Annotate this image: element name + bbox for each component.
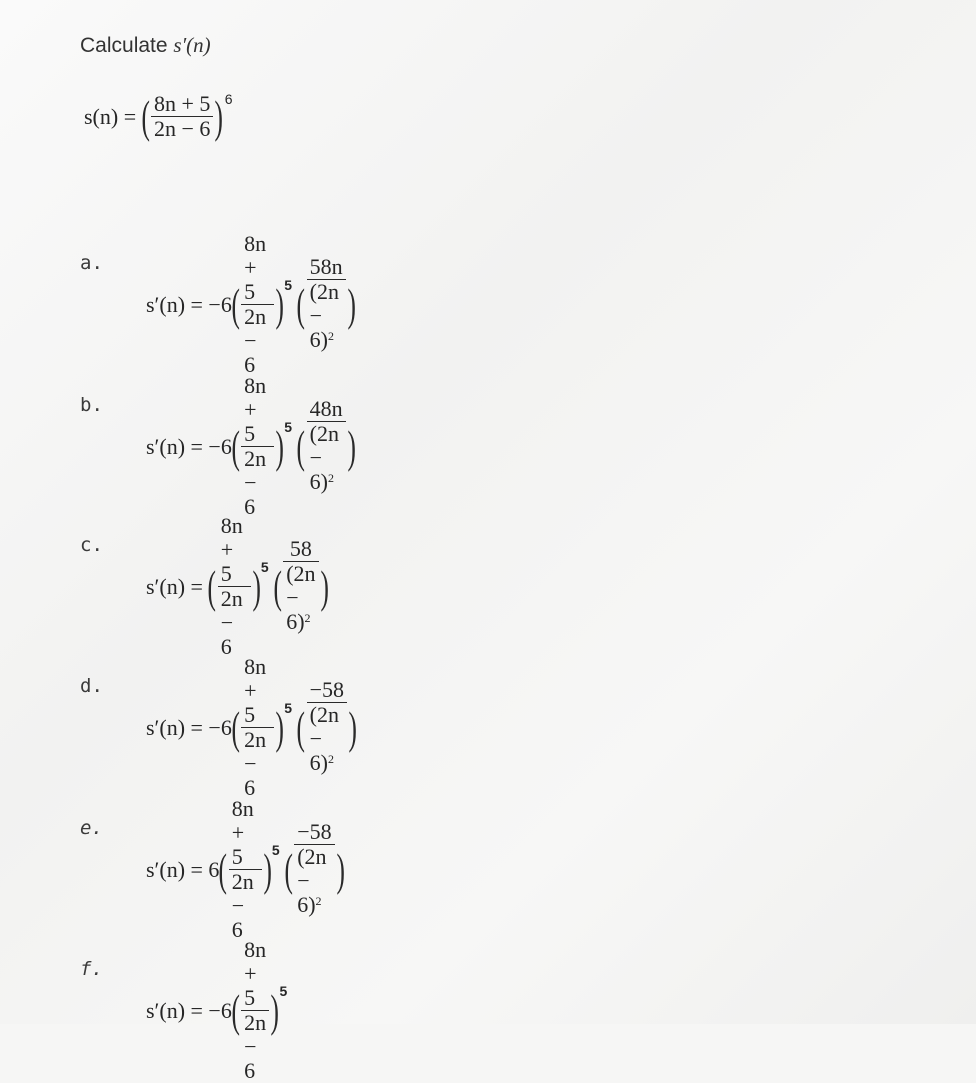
option-lhs: s′(n) = −6	[146, 291, 232, 317]
option-lhs: s′(n) = −6	[146, 433, 232, 459]
outer-fraction	[307, 397, 346, 497]
outer-denominator-base: (2n − 6)	[297, 843, 327, 917]
inner-fraction	[218, 514, 251, 659]
right-paren: )	[275, 278, 284, 330]
inner-numerator: 8n + 5	[244, 373, 267, 446]
right-paren: )	[348, 701, 357, 753]
outer-numerator: 48n	[309, 395, 343, 421]
inner-numerator: 8n + 5	[231, 796, 254, 869]
left-paren: (	[284, 843, 293, 895]
inner-denominator: 2n − 6	[241, 1010, 269, 1083]
right-paren: )	[347, 278, 356, 330]
outer-group	[285, 820, 344, 920]
left-paren: (	[207, 560, 217, 612]
denominator-power: 2	[327, 751, 334, 766]
option-label: d.	[80, 675, 103, 697]
outer-denominator	[307, 702, 347, 778]
option-lhs: s′(n) = −6	[146, 714, 232, 740]
left-paren: (	[231, 278, 240, 330]
right-paren: )	[214, 90, 224, 142]
outer-fraction	[307, 255, 346, 355]
question-prompt	[80, 33, 211, 58]
outer-denominator	[283, 561, 318, 637]
denominator-power: 2	[327, 470, 334, 485]
outer-denominator	[307, 279, 346, 355]
inner-exponent: 5	[271, 841, 280, 858]
denominator-power: 2	[304, 610, 311, 625]
inner-fraction	[229, 797, 262, 942]
right-paren: )	[270, 984, 280, 1036]
left-paren: (	[218, 843, 228, 895]
prompt-text: Calculate	[80, 34, 174, 57]
outer-denominator-base: (2n − 6)	[309, 701, 339, 775]
right-paren: )	[319, 560, 329, 612]
right-paren: )	[347, 420, 356, 472]
inner-fraction	[241, 655, 274, 800]
right-paren: )	[275, 420, 284, 472]
given-numerator: 8n + 5	[153, 91, 211, 116]
outer-group	[297, 255, 355, 355]
left-paren: (	[141, 90, 150, 142]
given-fraction	[151, 92, 213, 141]
given-denominator: 2n − 6	[151, 116, 213, 141]
outer-numerator: 58	[289, 535, 312, 561]
left-paren: (	[296, 420, 306, 472]
option-lhs: s′(n) =	[146, 573, 209, 599]
outer-denominator	[294, 844, 334, 920]
left-paren: (	[296, 278, 306, 330]
outer-denominator	[307, 421, 346, 497]
outer-group	[297, 397, 355, 497]
option-label: c.	[80, 534, 103, 556]
inner-denominator: 2n − 6	[218, 586, 251, 659]
right-paren: )	[262, 843, 272, 895]
outer-numerator: −58	[309, 676, 345, 702]
inner-fraction	[241, 374, 274, 519]
outer-numerator: 58n	[309, 253, 343, 279]
inner-exponent: 5	[284, 276, 293, 293]
outer-denominator-base: (2n − 6)	[286, 560, 316, 634]
option-expression	[146, 232, 355, 377]
option-expression	[146, 938, 287, 1083]
right-paren: )	[251, 560, 261, 612]
option-label: b.	[80, 394, 103, 416]
inner-denominator: 2n − 6	[241, 727, 274, 800]
left-paren: (	[296, 701, 306, 753]
inner-exponent: 5	[279, 982, 288, 999]
option-label: e.	[80, 817, 103, 839]
option-label: a.	[80, 252, 103, 274]
inner-numerator: 8n + 5	[244, 937, 267, 1010]
inner-denominator: 2n − 6	[241, 304, 274, 377]
inner-exponent: 5	[284, 699, 293, 716]
inner-exponent: 5	[260, 558, 269, 575]
left-paren: (	[273, 560, 282, 612]
option-expression	[146, 655, 356, 800]
inner-fraction	[241, 232, 274, 377]
left-paren: (	[231, 984, 240, 1036]
outer-denominator-base: (2n − 6)	[309, 420, 339, 494]
inner-denominator: 2n − 6	[241, 446, 274, 519]
given-exponent: 6	[224, 90, 233, 107]
outer-group	[297, 678, 356, 778]
outer-group	[274, 537, 328, 637]
option-expression	[146, 514, 328, 659]
right-paren: )	[275, 701, 284, 753]
left-paren: (	[231, 420, 240, 472]
inner-numerator: 8n + 5	[244, 231, 267, 304]
inner-exponent: 5	[284, 418, 293, 435]
denominator-power: 2	[327, 328, 334, 343]
option-expression	[146, 797, 344, 942]
option-expression	[146, 374, 355, 519]
option-lhs: s′(n) = −6	[146, 997, 232, 1023]
inner-numerator: 8n + 5	[244, 654, 267, 727]
inner-numerator: 8n + 5	[220, 513, 243, 586]
given-function	[84, 92, 233, 141]
outer-fraction	[307, 678, 347, 778]
prompt-math: s′(n)	[173, 33, 211, 57]
outer-fraction	[283, 537, 318, 637]
outer-denominator-base: (2n − 6)	[309, 278, 339, 352]
outer-fraction	[294, 820, 334, 920]
inner-denominator: 2n − 6	[229, 869, 262, 942]
denominator-power: 2	[315, 893, 322, 908]
option-label: f.	[80, 958, 103, 980]
option-lhs: s′(n) = 6	[146, 856, 220, 882]
left-paren: (	[231, 701, 240, 753]
given-lhs: s(n) =	[84, 103, 142, 129]
right-paren: )	[336, 843, 345, 895]
inner-fraction	[241, 938, 269, 1083]
outer-numerator: −58	[297, 818, 332, 844]
